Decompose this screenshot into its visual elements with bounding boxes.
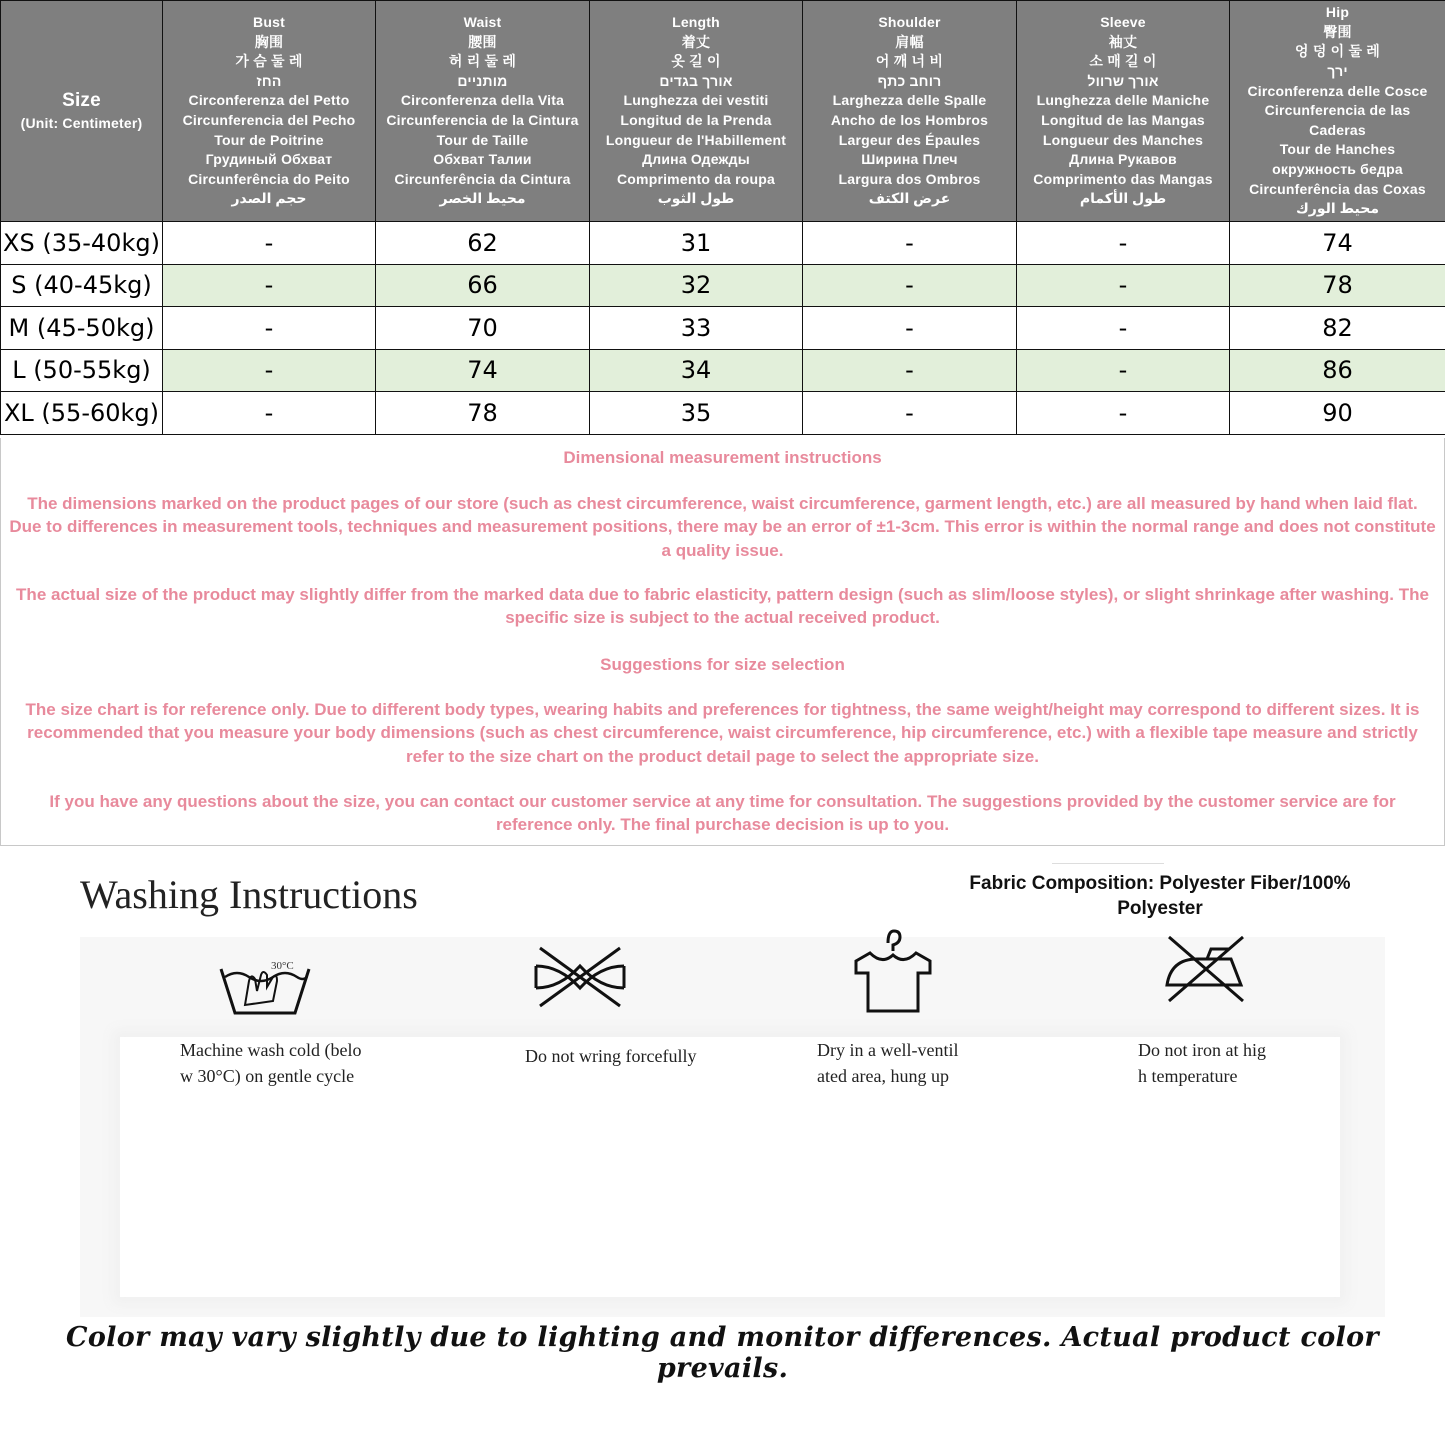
measurement-cell: -	[163, 222, 376, 265]
column-header-line: 袖丈	[1108, 33, 1138, 50]
washing-section	[0, 847, 1445, 1434]
measurement-cell: -	[1017, 392, 1230, 435]
notes-title-measurement: Dimensional measurement instructions	[563, 448, 882, 467]
column-header-line: החז	[256, 72, 282, 89]
column-header-line: طول الثوب	[657, 190, 735, 207]
measurement-cell: 32	[590, 264, 803, 307]
column-header-line: Largura dos Ombros	[838, 170, 981, 187]
measurement-notes	[0, 438, 1445, 846]
size-header-unit: (Unit: Centimeter)	[20, 115, 143, 131]
washing-title: Washing Instructions	[80, 872, 418, 917]
hip-column-header	[1230, 1, 1445, 222]
measurement-cell: -	[1017, 222, 1230, 265]
measurement-cell: -	[803, 349, 1017, 392]
column-header-line: Circunferência da Cintura	[394, 170, 571, 187]
column-header-line: Длина Рукавов	[1069, 151, 1177, 168]
column-header-line: Tour de Poitrine	[214, 131, 324, 148]
divider	[1052, 863, 1164, 864]
column-header-line: Comprimento das Mangas	[1033, 170, 1213, 187]
column-header-line: Circunferencia de la Cintura	[386, 112, 579, 128]
column-header-line: Longueur des Manches	[1042, 131, 1204, 148]
measurement-cell: -	[803, 307, 1017, 350]
machine-wash-30-icon	[215, 947, 315, 1027]
column-header-line: 着丈	[681, 33, 711, 50]
sleeve-column-header	[1017, 1, 1230, 222]
measurement-cell: 74	[1230, 222, 1445, 265]
fabric-composition-line1: Fabric Composition: Polyester Fiber/100%	[969, 873, 1351, 894]
care-label-line2: ated area, hung up	[817, 1066, 949, 1086]
column-header-line: Длина Одежды	[642, 151, 750, 168]
column-header-line: Circunferencia de las	[1264, 102, 1411, 119]
table-row	[1, 264, 1445, 307]
column-header-line: Larghezza delle Spalle	[832, 92, 987, 109]
column-header-line: 腰围	[468, 33, 497, 50]
care-label-hang-dry	[817, 1037, 958, 1089]
care-label-do-not-iron	[1138, 1037, 1266, 1089]
wash-temperature-text: 30°C	[271, 960, 294, 972]
color-disclaimer: Color may vary slightly due to lighting and monitor differences. Actual product color prevails.	[66, 1322, 1379, 1384]
column-header-line: Lunghezza dei vestiti	[623, 92, 769, 109]
waist-column-header	[376, 1, 590, 222]
table-row	[1, 307, 1445, 350]
measurement-cell: -	[1017, 349, 1230, 392]
care-label-do-not-wring	[525, 1043, 696, 1069]
column-header-line: Tour de Taille	[436, 131, 529, 148]
column-header-line: 가 슴 둘 레	[235, 53, 303, 70]
size-cell: XL (55-60kg)	[1, 392, 163, 435]
column-header-line: Ширина Плеч	[861, 151, 958, 168]
column-header-line: 肩幅	[895, 33, 924, 50]
column-header-line: Comprimento da roupa	[616, 170, 775, 187]
size-cell: L (50-55kg)	[1, 349, 163, 392]
measurement-cell: -	[163, 264, 376, 307]
column-header-line: 어 깨 너 비	[875, 53, 944, 70]
measurement-cell: 35	[590, 392, 803, 435]
column-header-line: Longueur de l'Habillement	[605, 131, 787, 148]
column-header-line: Грудиный Обхват	[205, 151, 333, 168]
care-label-machine-wash	[180, 1037, 361, 1089]
column-header-line: 엉 덩 이 둘 레	[1295, 43, 1380, 60]
column-header-line: Bust	[253, 14, 285, 31]
column-header-line: Circonferenza delle Cosce	[1247, 82, 1428, 99]
column-header-line: Longitud de la Prenda	[620, 112, 772, 128]
measurement-cell: 33	[590, 307, 803, 350]
shoulder-column-header	[803, 1, 1017, 222]
fabric-composition	[930, 871, 1390, 921]
length-column-header	[590, 1, 803, 222]
column-header-line: محيط الورك	[1295, 200, 1380, 217]
measurement-cell: -	[803, 392, 1017, 435]
size-cell: M (45-50kg)	[1, 307, 163, 350]
column-header-line: Circunferência das Coxas	[1249, 180, 1426, 197]
size-column-header	[1, 1, 163, 222]
column-header-line: 臀围	[1323, 23, 1352, 40]
measurement-cell: 66	[376, 264, 590, 307]
column-header-line: طول الأكمام	[1079, 190, 1167, 207]
measurement-cell: -	[1017, 264, 1230, 307]
column-header-line: عرض الكتف	[868, 190, 951, 207]
size-table-body	[1, 222, 1445, 435]
notes-title-suggestions: Suggestions for size selection	[600, 655, 845, 674]
column-header-line: Length	[672, 14, 720, 31]
column-header-line: محيط الخصر	[439, 190, 526, 207]
column-header-line: מותניים	[457, 72, 508, 89]
column-header-line: окружность бедра	[1272, 160, 1403, 177]
measurement-cell: 82	[1230, 307, 1445, 350]
column-header-line: Longitud de las Mangas	[1041, 112, 1205, 128]
column-header-line: Shoulder	[878, 14, 941, 31]
care-label-line2: w 30°C) on gentle cycle	[180, 1066, 355, 1086]
size-cell: XS (35-40kg)	[1, 222, 163, 265]
column-header-line: Tour de Hanches	[1279, 141, 1396, 158]
column-header-line: Lunghezza delle Maniche	[1036, 92, 1210, 109]
size-table-header-row	[1, 1, 1445, 222]
column-header-line: Sleeve	[1100, 14, 1146, 31]
measurement-cell: 62	[376, 222, 590, 265]
notes-paragraph-3: The size chart is for reference only. Due to different body types, wearing habits and preferences for tightness, the same weight/height may correspond to different sizes. It is recommended that you measure your body dimensions (such as chest circumference, waist circumference, hip circumference, etc.) with a flexible tape measure and strictly refer to the size chart on the product detail page to select the appropriate size.	[25, 700, 1420, 766]
column-header-line: حجم الصدر	[231, 190, 307, 207]
measurement-cell: 90	[1230, 392, 1445, 435]
care-panel	[80, 937, 1385, 1317]
measurement-cell: 34	[590, 349, 803, 392]
column-header-line: 소 매 길 이	[1089, 53, 1157, 70]
column-header-line: Waist	[463, 14, 502, 31]
column-header-line: Ancho de los Hombros	[830, 112, 989, 128]
measurement-cell: 74	[376, 349, 590, 392]
measurement-cell: -	[163, 392, 376, 435]
care-label-line2: h temperature	[1138, 1066, 1238, 1086]
column-header-line: Circonferenza della Vita	[400, 92, 565, 109]
care-label-line1: Do not iron at hig	[1138, 1040, 1266, 1060]
column-header-line: 胸围	[254, 33, 284, 50]
measurement-cell: -	[803, 264, 1017, 307]
column-header-line: רוחב כתף	[877, 72, 942, 89]
notes-paragraph-4: If you have any questions about the size, you can contact our customer service at any time for consultation. The suggestions provided by the customer service are for reference only. The final purchase decision is up to you.	[49, 792, 1396, 835]
measurement-cell: 78	[376, 392, 590, 435]
bust-column-header	[163, 1, 376, 222]
column-header-line: אורך שרוול	[1087, 72, 1159, 89]
measurement-cell: -	[163, 349, 376, 392]
care-label-line1: Dry in a well-ventil	[817, 1040, 959, 1060]
column-header-line: Circunferencia del Pecho	[182, 112, 356, 128]
column-header-line: Circunferência do Peito	[188, 170, 350, 187]
column-header-line: 옷 길 이	[671, 53, 721, 70]
table-row	[1, 349, 1445, 392]
column-header-line: Обхват Талии	[433, 151, 532, 168]
care-label-line1: Do not wring forcefully	[525, 1046, 697, 1066]
care-panel-inner	[120, 960, 1340, 1297]
column-header-line: אורך בגדים	[659, 72, 733, 89]
do-not-iron-icon	[1161, 929, 1251, 1009]
column-header-line: 허 리 둘 레	[448, 53, 517, 70]
measurement-cell: 31	[590, 222, 803, 265]
table-row	[1, 222, 1445, 265]
notes-paragraph-2: The actual size of the product may slightly differ from the marked data due to fabric elasticity, pattern design (such as slim/loose styles), or slight shrinkage after washing. The specific size is subject to the actual received product.	[16, 585, 1429, 628]
care-label-line1: Machine wash cold (belo	[180, 1040, 362, 1060]
measurement-cell: -	[163, 307, 376, 350]
column-header-line: Circonferenza del Petto	[188, 92, 350, 109]
hang-dry-icon	[848, 925, 938, 1015]
measurement-cell: 86	[1230, 349, 1445, 392]
measurement-cell: -	[803, 222, 1017, 265]
column-header-line: Largeur des Épaules	[838, 131, 981, 148]
fabric-composition-line2: Polyester	[1117, 898, 1203, 919]
size-cell: S (40-45kg)	[1, 264, 163, 307]
table-row	[1, 392, 1445, 435]
notes-paragraph-1: The dimensions marked on the product pages of our store (such as chest circumference, waist circumference, garment length, etc.) are all measured by hand when laid flat. Due to differences in measurement tools, techniques and measurement positions, there may be an error of ±1-3cm. This error is within the normal range and does not constitute a quality issue.	[9, 494, 1436, 560]
column-header-line: Hip	[1325, 4, 1350, 21]
do-not-wring-icon	[530, 942, 630, 1012]
measurement-cell: -	[1017, 307, 1230, 350]
measurement-cell: 70	[376, 307, 590, 350]
measurement-cell: 78	[1230, 264, 1445, 307]
size-header-title: Size	[62, 90, 101, 111]
column-header-line: Caderas	[1309, 121, 1366, 138]
size-chart-table	[0, 0, 1445, 435]
column-header-line: ירך	[1327, 63, 1348, 80]
